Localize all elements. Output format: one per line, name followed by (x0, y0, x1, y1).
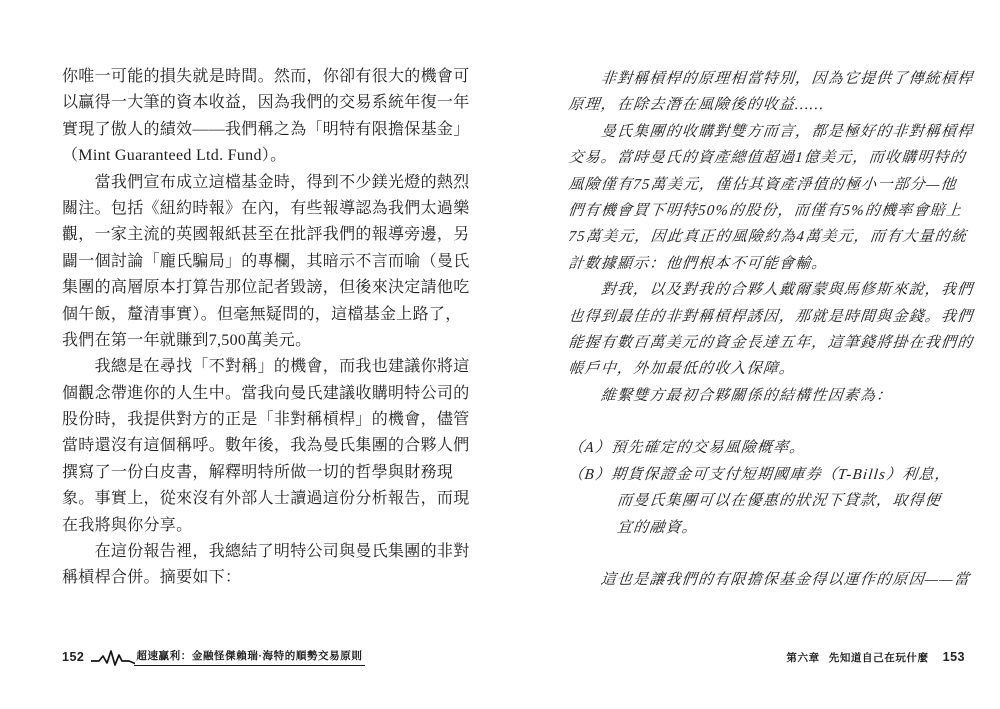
text-line: 集團的高層原本打算告那位記者毀謗，但後來決定請他吃 (62, 279, 470, 297)
text-line: 而曼氏集團可以在優惠的狀況下貸款，取得便 (567, 493, 942, 510)
text-line: 75萬美元，因此真正的風險約為4萬美元，而有大量的統 (567, 229, 968, 246)
text-line: 股份時，我提供對方的正是「非對稱槓桿」的機會，儘管 (62, 411, 470, 429)
text-line: 觀，一家主流的英國報紙甚至在批評我們的報導旁邊，另 (62, 226, 470, 244)
text-line: 個午飯，釐清事實）。但毫無疑問的，這檔基金上路了， (62, 305, 462, 323)
text-line: （B）期貨保證金可支付短期國庫券（T-Bills）利息， (567, 466, 952, 483)
text-line (567, 541, 972, 567)
text-line: 能握有數百萬美元的資金長達五年，這筆錢將掛在我們的 (567, 334, 975, 351)
text-line: 宜的融資。 (567, 519, 699, 536)
page-number-left: 152 (62, 650, 85, 664)
text-line: 稱槓桿合併。摘要如下： (62, 569, 242, 587)
left-page-footer (62, 646, 365, 668)
right-page-footer (786, 646, 965, 668)
text-line: 象。事實上，從來沒有外部人士讀過這份分析報告，而現 (62, 490, 470, 508)
text-line: 個觀念帶進你的人生中。當我向曼氏建議收購明特公司的 (62, 384, 470, 402)
page-number-right: 153 (942, 650, 965, 664)
text-line: 我們在第一年就賺到7,500萬美元。 (62, 331, 312, 349)
text-line: 你唯一可能的損失就是時間。然而，你卻有很大的機會可 (62, 68, 470, 85)
text-line: 曼氏集團的收購對雙方而言，都是極好的非對稱槓桿 (567, 123, 975, 140)
text-line: （A）預先確定的交易風險概率。 (567, 440, 807, 457)
text-line: 以贏得一大筆的資本收益，因為我們的交易系統年復一年 (62, 94, 470, 112)
text-line: 計數據顯示：他們根本不可能會輸。 (567, 255, 829, 272)
text-line: 當我們宣布成立這檔基金時，得到不少鎂光燈的熱烈 (62, 173, 470, 191)
text-line: 我總是在尋找「不對稱」的機會，而我也建議你將這 (62, 358, 470, 376)
chapter-label: 第六章 (786, 651, 820, 664)
text-line: 在我將與你分享。 (62, 516, 193, 534)
text-line (567, 409, 972, 435)
text-line: 非對稱槓桿的原理相當特別，因為它提供了傳統槓桿 (567, 71, 975, 87)
text-line: 們有機會買下明特50%的股份，而僅有5%的機率會賠上 (567, 202, 963, 219)
right-page-text (567, 66, 975, 594)
text-line: 在這份報告裡，我總結了明特公司與曼氏集團的非對 (62, 543, 470, 561)
text-line: 這也是讓我們的有限擔保基金得以運作的原因——當 (567, 572, 971, 589)
chapter-title: 先知道自己在玩什麼 (828, 651, 929, 664)
text-line: （Mint Guaranteed Ltd. Fund）。 (62, 147, 287, 165)
book-title: 超速贏利：金融怪傑賴瑞·海特的順勢交易原則 (134, 648, 365, 666)
text-line: 關注。包括《紐約時報》在內，有些報導認為我們太過樂 (62, 199, 470, 217)
text-line: 當時還沒有這個稱呼。數年後，我為曼氏集團的合夥人們 (62, 437, 470, 455)
text-line: 實現了傲人的績效——我們稱之為「明特有限擔保基金」 (62, 120, 470, 138)
text-line: 闢一個討論「龐氏騙局」的專欄，其暗示不言而喻（曼氏 (62, 252, 470, 270)
text-line: 對我，以及對我的合夥人戴爾蒙與馬修斯來說，我們 (567, 282, 975, 299)
text-line: 撰寫了一份白皮書，解釋明特所做一切的哲學與財務現 (62, 463, 454, 481)
text-line: 原理，在除去潛在風險後的收益…… (567, 97, 826, 114)
text-line: 維繫雙方最初合夥關係的結構性因素為： (567, 387, 894, 404)
text-line: 交易。當時曼氏的資產總值超過1億美元，而收購明特的 (567, 150, 967, 167)
text-line: 也得到最佳的非對稱槓桿誘因，那就是時間與金錢。我們 (567, 308, 975, 325)
text-line: 風險僅有75萬美元，僅佔其資產淨值的極小一部分—他 (567, 176, 958, 193)
text-line: 帳戶中，外加最低的收入保障。 (567, 361, 797, 378)
left-page-text (62, 64, 474, 592)
heartbeat-icon (91, 650, 135, 666)
